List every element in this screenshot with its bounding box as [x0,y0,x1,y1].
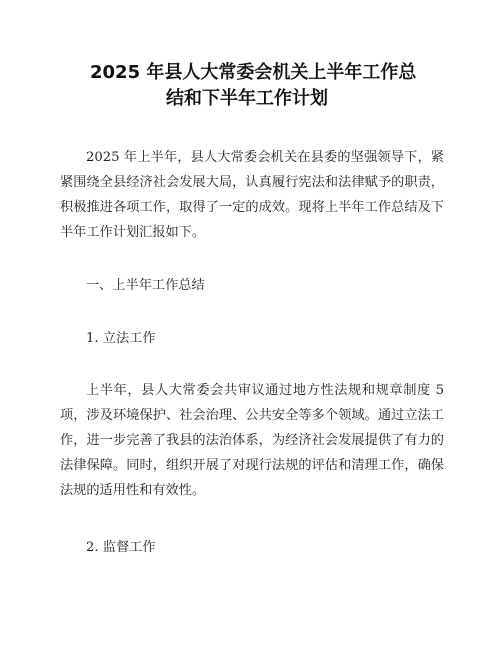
subsection-heading-supervision: 2. 监督工作 [86,540,156,555]
section-heading-summary: 一、上半年工作总结 [86,278,205,293]
document-title [90,60,430,112]
title-line-2: 结和下半年工作计划 [166,88,328,109]
legislation-paragraph: 上半年，县人大常委会共审议通过地方性法规和规章制度 5 项，涉及环境保护、社会治理、公共安全等多个领域。通过立法工作，进一步完善了我县的法治体系，为经济社会发展提供了有力的法律保障。同时，组织开展了对现行法规的评估和清理工作，确保法规的适用性和有效性。 [60,383,444,498]
title-line-1: 2025 年县人大常委会机关上半年工作总 [90,62,417,83]
subsection-heading-legislation: 1. 立法工作 [86,331,156,346]
intro-paragraph: 2025 年上半年，县人大常委会机关在县委的坚强领导下，紧紧围绕全县经济社会发展大局，认真履行宪法和法律赋予的职责，积极推进各项工作，取得了一定的成效。现将上半年工作总结及下半年工作计划汇报如下。 [60,150,444,240]
